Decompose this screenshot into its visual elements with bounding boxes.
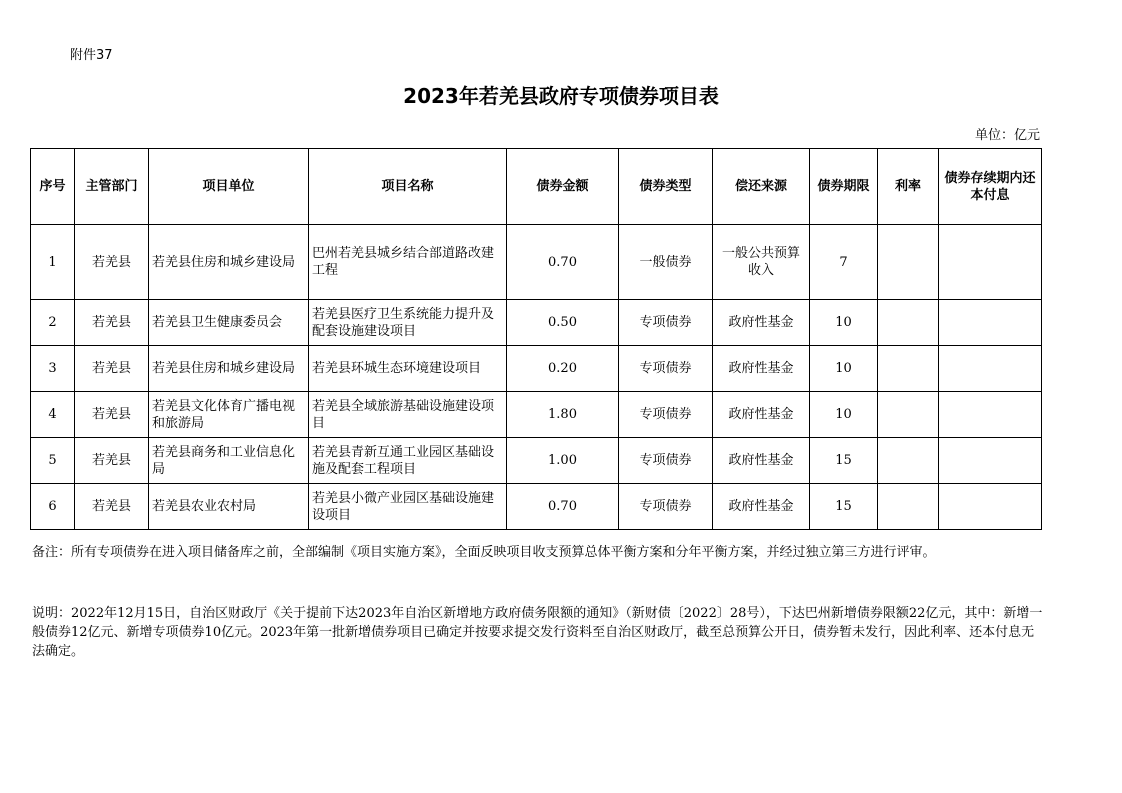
cell-bond-amount: 1.80 <box>507 392 619 438</box>
cell-repayment-source: 政府性基金 <box>713 346 810 392</box>
cell-repayment-source: 一般公共预算收入 <box>713 225 810 300</box>
cell-department: 若羌县 <box>75 392 149 438</box>
cell-department: 若羌县 <box>75 438 149 484</box>
cell-project-name: 若羌县青新互通工业园区基础设施及配套工程项目 <box>309 438 507 484</box>
cell-project-unit: 若羌县文化体育广播电视和旅游局 <box>149 392 309 438</box>
cell-bond-type: 专项债券 <box>619 300 713 346</box>
cell-project-name: 若羌县医疗卫生系统能力提升及配套设施建设项目 <box>309 300 507 346</box>
cell-bond-amount: 0.20 <box>507 346 619 392</box>
cell-project-name: 若羌县全域旅游基础设施建设项目 <box>309 392 507 438</box>
cell-interest-rate <box>878 392 939 438</box>
cell-project-name: 巴州若羌县城乡结合部道路改建工程 <box>309 225 507 300</box>
cell-index: 2 <box>31 300 75 346</box>
annex-label: 附件37 <box>70 48 113 63</box>
cell-bond-amount: 1.00 <box>507 438 619 484</box>
cell-bond-term: 10 <box>810 300 878 346</box>
cell-bond-type: 一般债券 <box>619 225 713 300</box>
cell-repayment-source: 政府性基金 <box>713 438 810 484</box>
cell-bond-type: 专项债券 <box>619 346 713 392</box>
cell-bond-amount: 0.50 <box>507 300 619 346</box>
cell-index: 1 <box>31 225 75 300</box>
cell-principal-interest <box>939 300 1042 346</box>
table-row <box>31 392 1042 438</box>
table-row <box>31 300 1042 346</box>
header-bond-term: 债券期限 <box>810 149 878 225</box>
table-header-row <box>31 149 1042 225</box>
remark-note: 备注：所有专项债券在进入项目储备库之前，全部编制《项目实施方案》，全面反映项目收支预算总体平衡方案和分年平衡方案，并经过独立第三方进行评审。 <box>32 545 936 560</box>
table-row <box>31 225 1042 300</box>
cell-department: 若羌县 <box>75 225 149 300</box>
cell-interest-rate <box>878 300 939 346</box>
cell-bond-type: 专项债券 <box>619 484 713 530</box>
header-department: 主管部门 <box>75 149 149 225</box>
header-bond-type: 债券类型 <box>619 149 713 225</box>
cell-interest-rate <box>878 346 939 392</box>
cell-bond-term: 10 <box>810 392 878 438</box>
cell-bond-term: 10 <box>810 346 878 392</box>
cell-project-name: 若羌县环城生态环境建设项目 <box>309 346 507 392</box>
cell-project-unit: 若羌县卫生健康委员会 <box>149 300 309 346</box>
bond-project-table <box>30 148 1042 530</box>
cell-bond-term: 7 <box>810 225 878 300</box>
cell-department: 若羌县 <box>75 346 149 392</box>
header-bond-amount: 债券金额 <box>507 149 619 225</box>
cell-index: 4 <box>31 392 75 438</box>
cell-principal-interest <box>939 438 1042 484</box>
cell-project-unit: 若羌县农业农村局 <box>149 484 309 530</box>
cell-interest-rate <box>878 438 939 484</box>
explanation-note: 说明：2022年12月15日，自治区财政厅《关于提前下达2023年自治区新增地方政府债务限额的通知》（新财债〔2022〕28号），下达巴州新增债券限额22亿元，其中：新增一般债券12亿元、新增专项债券10亿元。2023年第一批新增债券项目已确定并按要求提交发行资料至自治区财政厅，截至总预算公开日，债券暂未发行，因此利率、还本付息无法确定。 <box>32 606 1043 659</box>
header-principal-interest: 债券存续期内还本付息 <box>939 149 1042 225</box>
cell-index: 6 <box>31 484 75 530</box>
header-project-unit: 项目单位 <box>149 149 309 225</box>
unit-label: 单位：亿元 <box>974 128 1040 143</box>
cell-department: 若羌县 <box>75 484 149 530</box>
cell-bond-term: 15 <box>810 438 878 484</box>
cell-bond-amount: 0.70 <box>507 484 619 530</box>
cell-project-unit: 若羌县住房和城乡建设局 <box>149 225 309 300</box>
cell-bond-term: 15 <box>810 484 878 530</box>
header-index: 序号 <box>31 149 75 225</box>
cell-project-unit: 若羌县住房和城乡建设局 <box>149 346 309 392</box>
table-row <box>31 438 1042 484</box>
cell-principal-interest <box>939 346 1042 392</box>
cell-index: 5 <box>31 438 75 484</box>
cell-repayment-source: 政府性基金 <box>713 484 810 530</box>
page-title: 2023年若羌县政府专项债券项目表 <box>403 84 719 108</box>
header-repayment-source: 偿还来源 <box>713 149 810 225</box>
cell-bond-type: 专项债券 <box>619 438 713 484</box>
cell-department: 若羌县 <box>75 300 149 346</box>
header-project-name: 项目名称 <box>309 149 507 225</box>
cell-principal-interest <box>939 225 1042 300</box>
cell-interest-rate <box>878 225 939 300</box>
cell-index: 3 <box>31 346 75 392</box>
cell-interest-rate <box>878 484 939 530</box>
cell-repayment-source: 政府性基金 <box>713 392 810 438</box>
cell-bond-type: 专项债券 <box>619 392 713 438</box>
table-row <box>31 346 1042 392</box>
table-row <box>31 484 1042 530</box>
header-interest-rate: 利率 <box>878 149 939 225</box>
cell-principal-interest <box>939 484 1042 530</box>
cell-project-unit: 若羌县商务和工业信息化局 <box>149 438 309 484</box>
cell-repayment-source: 政府性基金 <box>713 300 810 346</box>
cell-project-name: 若羌县小微产业园区基础设施建设项目 <box>309 484 507 530</box>
cell-principal-interest <box>939 392 1042 438</box>
cell-bond-amount: 0.70 <box>507 225 619 300</box>
